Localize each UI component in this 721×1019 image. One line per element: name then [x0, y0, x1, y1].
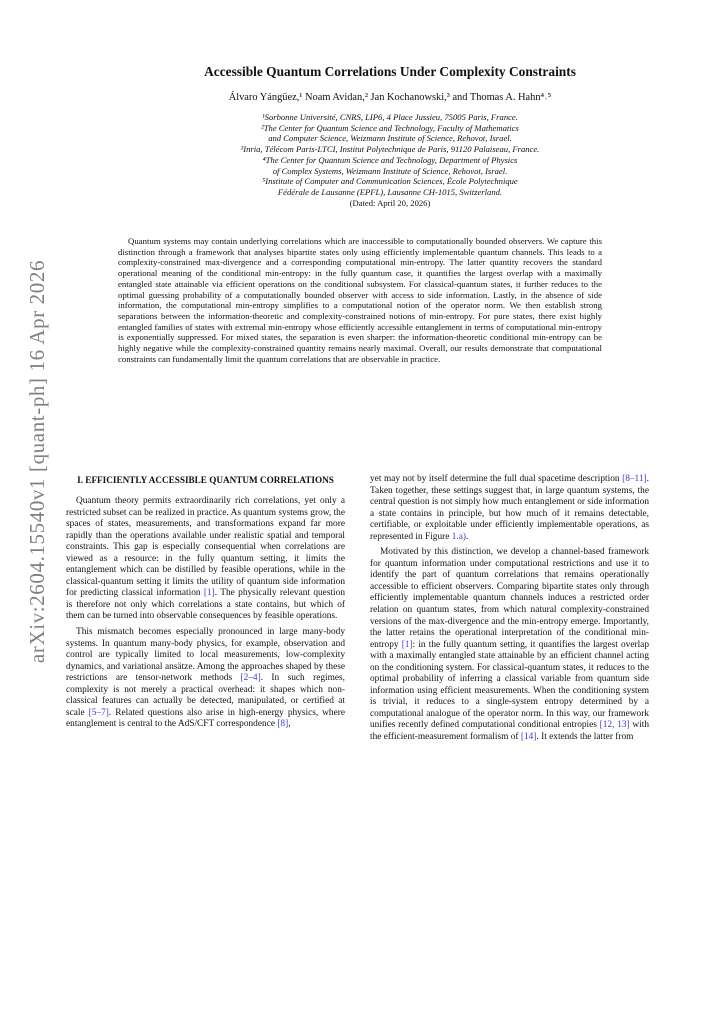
citation-link[interactable]: [1]: [203, 588, 215, 599]
arxiv-identifier: arXiv:2604.15540v1 [quant-ph] 16 Apr 2026: [25, 259, 50, 663]
date-line: (Dated: April 20, 2026): [349, 197, 431, 208]
paragraph: yet may not by itself determine the full dual spacetime description [8–11]. Taken together, these settings suggest that, in large quantum systems, the central question is not simply how much entanglement or side information a state contains in principle, but how much of it remains detectable, certifiable, or exploitable under efficiently implementable operations, as represented in Figure 1.a).: [370, 474, 649, 542]
citation-link[interactable]: [8–11]: [622, 474, 647, 484]
affiliation-line: and Computer Science, Weizmann Institute of Science, Rehovot, Israel.: [268, 133, 512, 144]
paragraph: This mismatch becomes especially pronounced in large many-body systems. In quantum many-body physics, for example, observation and control are typically limited to local measurements, low-complexity dynamics, and variational ansätze. Among the approaches shaped by these restrictions are tensor-network methods [2–4]. In such regimes, complexity is not merely a practical overhead: it shapes which non-classical features can actually be detected, manipulated, or certified at scale [5–7]. Related questions also arise in high-energy physics, where entanglement is central to the AdS/CFT correspondence [8],: [66, 627, 346, 730]
affiliation-line: ⁴The Center for Quantum Science and Technology, Department of Physics: [262, 154, 518, 165]
affiliation-line: ¹Sorbonne Université, CNRS, LIP6, 4 Place Jussieu, 75005 Paris, France.: [262, 112, 518, 122]
affiliation-line: Fédérale de Lausanne (EPFL), Lausanne CH-1015, Switzerland.: [277, 186, 503, 197]
citation-link[interactable]: [2–4]: [240, 673, 261, 684]
affiliation-line: ²The Center for Quantum Science and Technology, Faculty of Mathematics: [261, 122, 519, 133]
right-column: [370, 474, 649, 744]
affiliations: [110, 112, 670, 208]
left-column: [66, 474, 345, 731]
paragraph: Quantum theory permits extraordinarily rich correlations, yet only a restricted subset can be realized in practice. As quantum systems grow, the spaces of states, measurements, and transformations expand far more rapidly than the operations available under realistic spatial and temporal constraints. This gap is especially consequential when correlations are viewed as a resource: in the fully quantum setting, it limits the entanglement which can be distilled by feasible operations, while in the classical-quantum setting it limits the utility of quantum side information for predicting classical information [1]. The physically relevant question is therefore not only which correlations a state contains, but which of them can be turned into observable consequences by feasible operations.: [66, 496, 345, 622]
abstract: Quantum systems may contain underlying correlations which are inaccessible to computationally bounded observers. We capture this distinction through a framework that analyses bipartite states only using efficiently implementable quantum channels. This leads to a complexity-constrained max-divergence and a corresponding computational min-entropy. The latter quantity recovers the standard operational meaning of the conditional min-entropy: in the fully quantum case, it quantifies the largest overlap with a maximally entangled state attainable via efficient operations on the conditional subsystem. For classical-quantum states, it further reduces to the optimal guessing probability of a computationally bounded observer with access to side information. Lastly, in the absence of side information, the computational min-entropy simplifies to a computational notion of the operator norm. We then establish strong separations between the information-theoretic and complexity-constrained notions of min-entropy. For pure states, there exist highly entangled families of states with extremal min-entropy whose efficiently accessible entanglement in terms of computational min-entropy is exponentially suppressed. For mixed states, the separation is even sharper: the information-theoretic conditional min-entropy can be highly negative while the complexity-constrained quantity remains nearly maximal. Overall, our results demonstrate that computational constraints can fundamentally limit the quantum correlations that are observable in practice.: [118, 236, 602, 364]
section-heading: I. EFFICIENTLY ACCESSIBLE QUANTUM CORRELATIONS: [77, 475, 334, 485]
arxiv-identifier-stamp: [16, 259, 60, 663]
citation-link[interactable]: [12, 13]: [599, 720, 630, 731]
citation-link[interactable]: [1]: [401, 639, 413, 650]
paper-title: Accessible Quantum Correlations Under Complexity Constraints: [204, 64, 576, 79]
affiliation-line: ³Inria, Télécom Paris-LTCI, Institut Polytechnique de Paris, 91120 Palaiseau, France.: [240, 144, 540, 155]
figure-reference-link[interactable]: 1.a): [451, 531, 467, 542]
citation-link[interactable]: [8]: [277, 719, 289, 730]
affiliation-line: of Complex Systems, Weizmann Institute of Science, Rehovot, Israel.: [272, 165, 508, 176]
author-list: Álvaro Yángüez,¹ Noam Avidan,² Jan Kochanowski,³ and Thomas A. Hahn⁴˒⁵: [228, 92, 552, 103]
paragraph: Motivated by this distinction, we develop a channel-based framework for quantum information under computational restrictions and use it to identify the part of quantum correlations that remains operationally accessible to efficient observers. Comparing bipartite states only through efficiently implementable quantum channels induces a restricted order relation on quantum states, from which natural complexity-constrained versions of the max-divergence and the min-entropy emerge. Importantly, the latter retains the operational interpretation of the conditional min-entropy [1]: in the fully quantum setting, it quantifies the largest overlap with a maximally entangled state attainable by an efficient channel acting on the conditioning system. For classical-quantum states, it reduces to the optimal probability of inferring a classical variable from quantum side information using efficient measurements. When the conditioning system is trivial, it reduces to a single-system entropy determined by a computational analogue of the operator norm. In this way, our framework unifies recently defined computational conditional entropies [12, 13] with the efficient-measurement formalism of [14]. It extends the latter from: [370, 547, 649, 743]
citation-link[interactable]: [14]: [520, 732, 537, 743]
affiliation-line: ⁵Institute of Computer and Communication Sciences, École Polytechnique: [262, 176, 518, 187]
citation-link[interactable]: [5–7]: [88, 707, 109, 718]
